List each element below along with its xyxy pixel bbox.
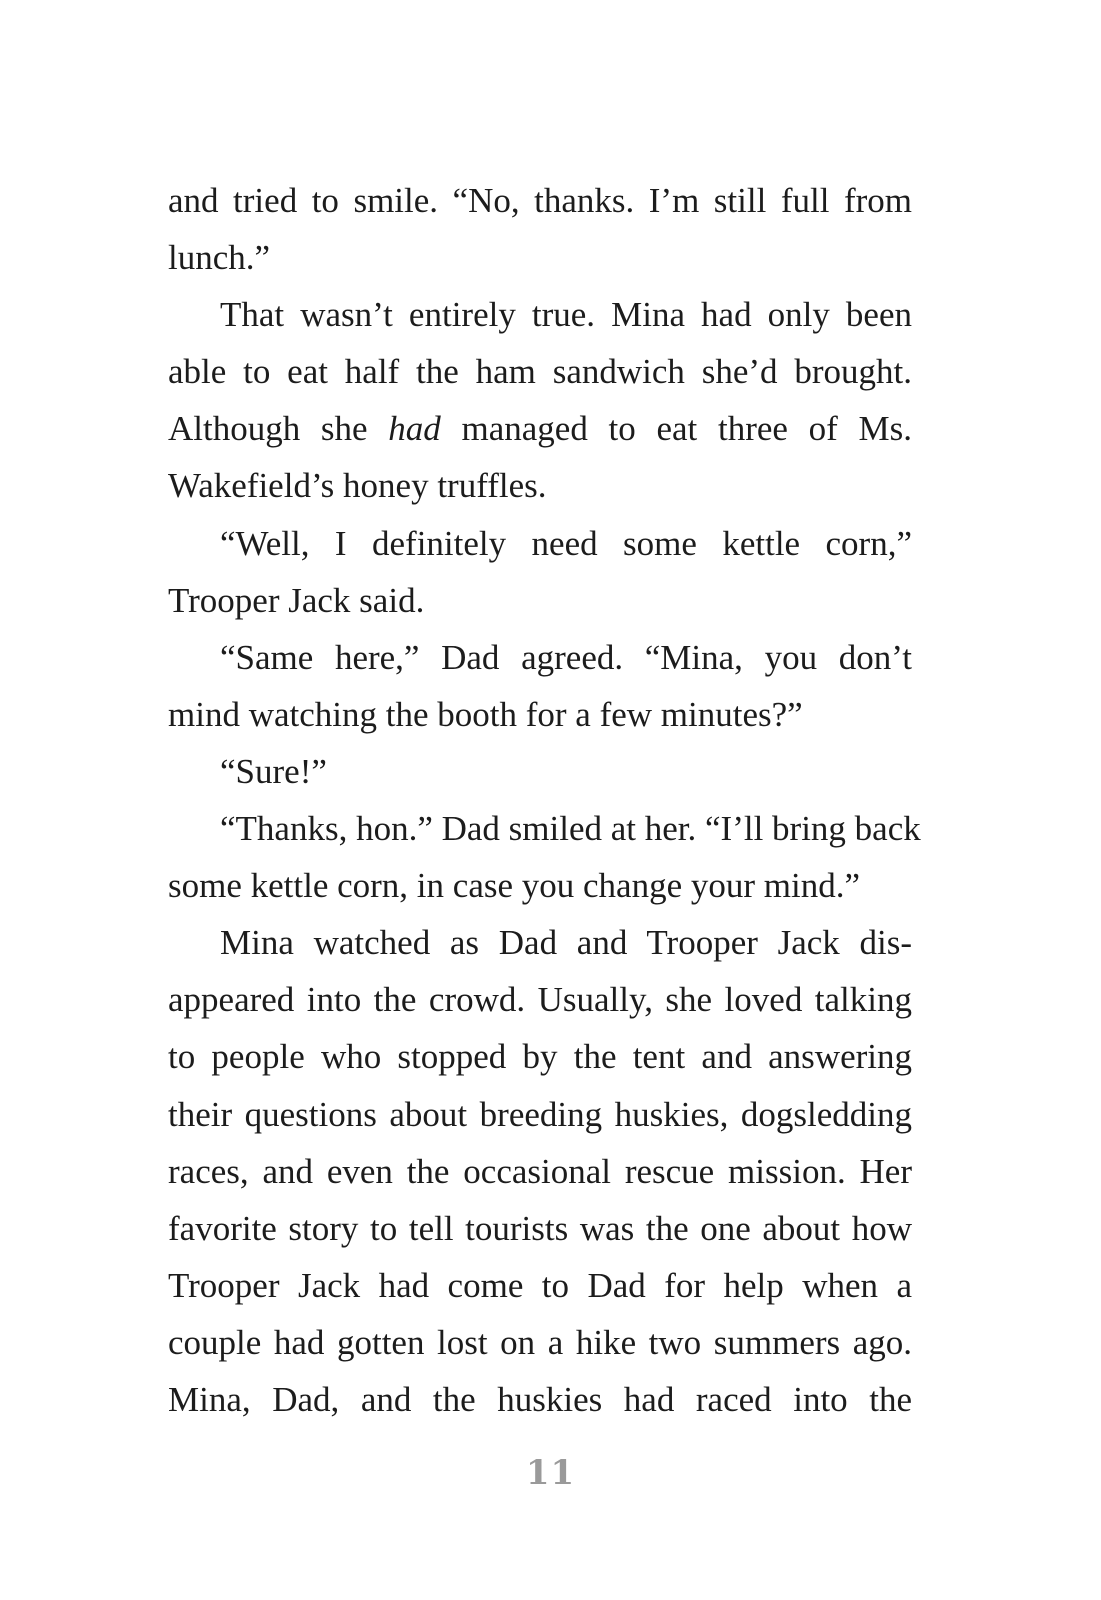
text-line: Wakefield’s honey truffles. [168, 466, 547, 506]
text-line: lunch.” [168, 238, 271, 278]
text-line: Mina watched as Dad and Trooper Jack dis- [220, 923, 912, 963]
emphasized-word: had [388, 409, 441, 449]
text-line: and tried to smile. “No, thanks. I’m still full from [168, 181, 912, 220]
text-segment: Although she [168, 409, 389, 449]
text-line: their questions about breeding huskies, dogsledding [168, 1094, 912, 1134]
text-line: Trooper Jack said. [168, 580, 425, 620]
text-line: Trooper Jack had come to Dad for help when a [168, 1265, 912, 1305]
text-line: “Same here,” Dad agreed. “Mina, you don’t [220, 637, 912, 677]
text-segment: managed to eat three of Ms. [440, 409, 912, 449]
text-line: “Thanks, hon.” Dad smiled at her. “I’ll bring back [220, 809, 921, 849]
text-line: to people who stopped by the tent and answering [168, 1037, 912, 1077]
body-text [168, 172, 921, 1428]
page-number: 11 [525, 1453, 576, 1493]
text-line: appeared into the crowd. Usually, she loved talking [168, 980, 912, 1020]
text-line [168, 400, 912, 457]
text-line: Mina, Dad, and the huskies had raced into the [168, 1379, 912, 1419]
text-line: mind watching the booth for a few minutes?” [168, 694, 803, 734]
text-line: some kettle corn, in case you change your mind.” [168, 866, 861, 906]
text-line: races, and even the occasional rescue mission. Her [168, 1151, 912, 1191]
text-line: able to eat half the ham sandwich she’d brought. [168, 352, 912, 392]
text-line: couple had gotten lost on a hike two summers ago. [168, 1322, 912, 1362]
text-line: “Sure!” [220, 751, 327, 791]
text-line: favorite story to tell tourists was the one about how [168, 1208, 912, 1248]
text-line: That wasn’t entirely true. Mina had only been [220, 295, 912, 335]
text-line: “Well, I definitely need some kettle corn,” [220, 523, 912, 563]
